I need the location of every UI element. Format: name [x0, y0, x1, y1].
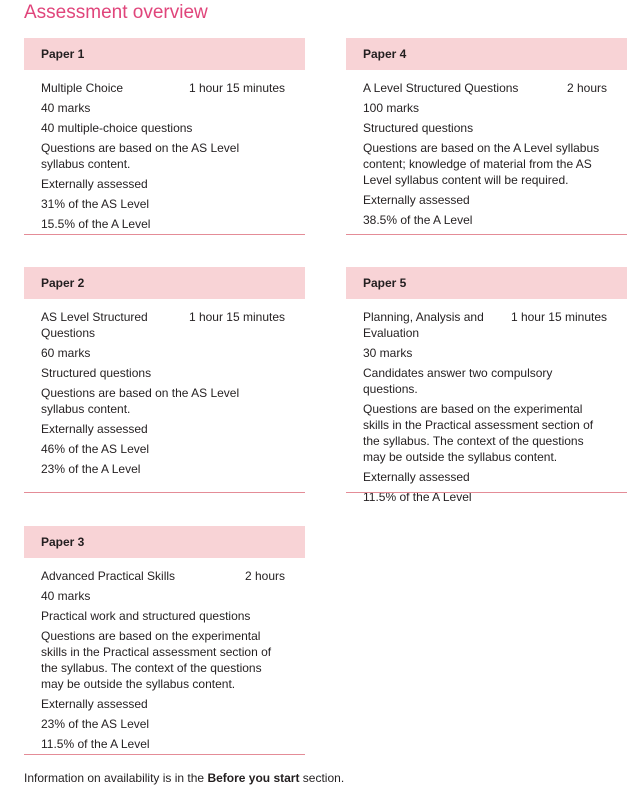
paper-a-weight: 11.5% of the A Level — [363, 490, 472, 504]
paper-duration: 1 hour 15 minutes — [510, 310, 607, 324]
divider — [24, 234, 305, 235]
paper-2-card — [24, 267, 305, 493]
availability-note — [24, 770, 344, 786]
paper-body — [24, 70, 305, 232]
paper-as-weight: 46% of the AS Level — [41, 442, 150, 456]
paper-assessment: Externally assessed — [41, 697, 148, 711]
paper-marks: 30 marks — [363, 346, 413, 360]
paper-a-weight: 11.5% of the A Level — [41, 737, 150, 751]
paper-content-basis: Questions are based on the AS Level syllabus content. — [41, 141, 240, 171]
paper-name: A Level Structured Questions — [363, 81, 519, 95]
footer-text-after: section. — [299, 771, 345, 785]
divider — [24, 754, 305, 755]
paper-content-basis: Questions are based on the AS Level syllabus content. — [41, 386, 240, 416]
paper-heading: Paper 2 — [24, 267, 305, 299]
before-you-start-reference: Before you start — [207, 771, 300, 785]
paper-heading: Paper 5 — [346, 267, 627, 299]
paper-content-basis: Questions are based on the experimental skills in the Practical assessment section of the syllabus. The context of the questions may be outside the syllabus content. — [363, 402, 594, 464]
paper-assessment: Externally assessed — [363, 470, 470, 484]
paper-duration: 2 hours — [566, 81, 607, 95]
paper-question-type: Practical work and structured questions — [41, 609, 251, 623]
paper-marks: 60 marks — [41, 346, 91, 360]
paper-duration: 1 hour 15 minutes — [188, 81, 285, 95]
paper-name: Planning, Analysis and Evaluation — [363, 310, 484, 340]
paper-a-weight: 23% of the A Level — [41, 462, 141, 476]
paper-a-weight: 38.5% of the A Level — [363, 213, 473, 227]
paper-body — [24, 558, 305, 752]
paper-question-type: 40 multiple-choice questions — [41, 121, 193, 135]
paper-marks: 40 marks — [41, 101, 91, 115]
paper-assessment: Externally assessed — [41, 177, 148, 191]
paper-marks: 40 marks — [41, 589, 91, 603]
paper-body — [346, 299, 627, 505]
paper-3-card — [24, 526, 305, 756]
paper-assessment: Externally assessed — [363, 193, 470, 207]
paper-as-weight: 31% of the AS Level — [41, 197, 150, 211]
paper-duration: 2 hours — [244, 569, 285, 583]
paper-1-card — [24, 38, 305, 236]
paper-heading: Paper 1 — [24, 38, 305, 70]
paper-marks: 100 marks — [363, 101, 420, 115]
paper-body — [346, 70, 627, 228]
footer-text-before: Information on availability is in the — [24, 771, 208, 785]
paper-body — [24, 299, 305, 477]
divider — [346, 234, 627, 235]
paper-content-basis: Questions are based on the experimental skills in the Practical assessment section of the syllabus. The context of the questions may be outside the syllabus content. — [41, 629, 272, 691]
paper-content-basis: Questions are based on the A Level syllabus content; knowledge of material from the AS Level syllabus content will be required. — [363, 141, 600, 187]
paper-5-card — [346, 267, 627, 504]
paper-heading: Paper 3 — [24, 526, 305, 558]
divider — [24, 492, 305, 493]
paper-4-card — [346, 38, 627, 236]
paper-question-type: Structured questions — [363, 121, 474, 135]
paper-assessment: Externally assessed — [41, 422, 148, 436]
divider — [346, 492, 627, 493]
paper-question-type: Candidates answer two compulsory questions. — [363, 366, 553, 396]
paper-a-weight: 15.5% of the A Level — [41, 217, 151, 231]
paper-name: AS Level Structured Questions — [41, 310, 148, 340]
paper-as-weight: 23% of the AS Level — [41, 717, 150, 731]
paper-heading: Paper 4 — [346, 38, 627, 70]
paper-duration: 1 hour 15 minutes — [188, 310, 285, 324]
paper-name: Advanced Practical Skills — [41, 569, 176, 583]
paper-name: Multiple Choice — [41, 81, 124, 95]
paper-question-type: Structured questions — [41, 366, 152, 380]
page-title: Assessment overview — [24, 2, 208, 23]
